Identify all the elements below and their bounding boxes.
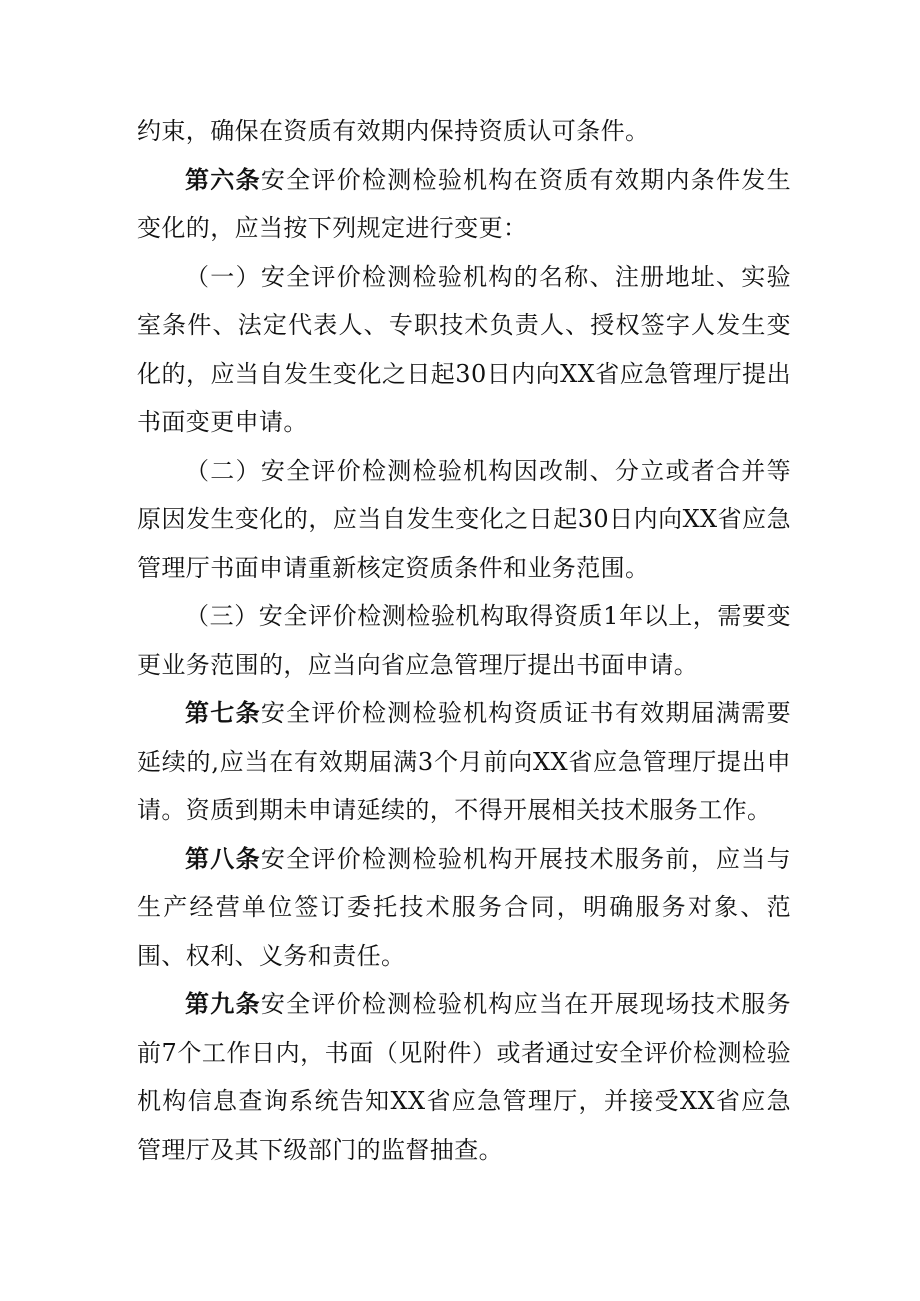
article-6-item-2	[137, 447, 791, 593]
article-6	[137, 156, 791, 253]
paragraph-continuation	[137, 107, 791, 156]
paragraph-text: 约束，确保在资质有效期内保持资质认可条件。	[137, 117, 650, 145]
article-number: 第七条	[185, 699, 261, 727]
article-6-item-3	[137, 592, 791, 689]
article-number: 第八条	[185, 844, 261, 873]
document-body	[137, 107, 791, 1174]
article-text: 安全评价检测检验机构开展技术服务前，应当与生产经营单位签订委托技术服务合同，明确服务对象、范围、权利、义务和责任。	[137, 844, 791, 970]
item-text: （三）安全评价检测检验机构取得资质1年以上，需要变更业务范围的，应当向省应急管理厅提出书面申请。	[137, 602, 791, 679]
article-text: 安全评价检测检验机构资质证书有效期届满需要延续的,应当在有效期届满3个月前向XX省应急管理厅提出申请。资质到期未申请延续的，不得开展相关技术服务工作。	[137, 699, 791, 824]
article-number: 第九条	[185, 990, 261, 1018]
item-text: （一）安全评价检测检验机构的名称、注册地址、实验室条件、法定代表人、专职技术负责人、授权签字人发生变化的，应当自发生变化之日起30日内向XX省应急管理厅提出书面变更申请。	[137, 262, 791, 436]
article-8	[137, 835, 791, 981]
article-text: 安全评价检测检验机构应当在开展现场技术服务前7个工作日内，书面（见附件）或者通过安全评价检测检验机构信息查询系统告知XX省应急管理厅，并接受XX省应急管理厅及其下级部门的监督抽查。	[137, 990, 791, 1164]
article-7	[137, 689, 791, 835]
article-6-item-1	[137, 253, 791, 447]
item-text: （二）安全评价检测检验机构因改制、分立或者合并等原因发生变化的，应当自发生变化之日起30日内向XX省应急管理厅书面申请重新核定资质条件和业务范围。	[137, 456, 791, 582]
article-9	[137, 980, 791, 1174]
article-number: 第六条	[185, 165, 261, 194]
article-text: 安全评价检测检验机构在资质有效期内条件发生变化的，应当按下列规定进行变更：	[137, 165, 791, 242]
